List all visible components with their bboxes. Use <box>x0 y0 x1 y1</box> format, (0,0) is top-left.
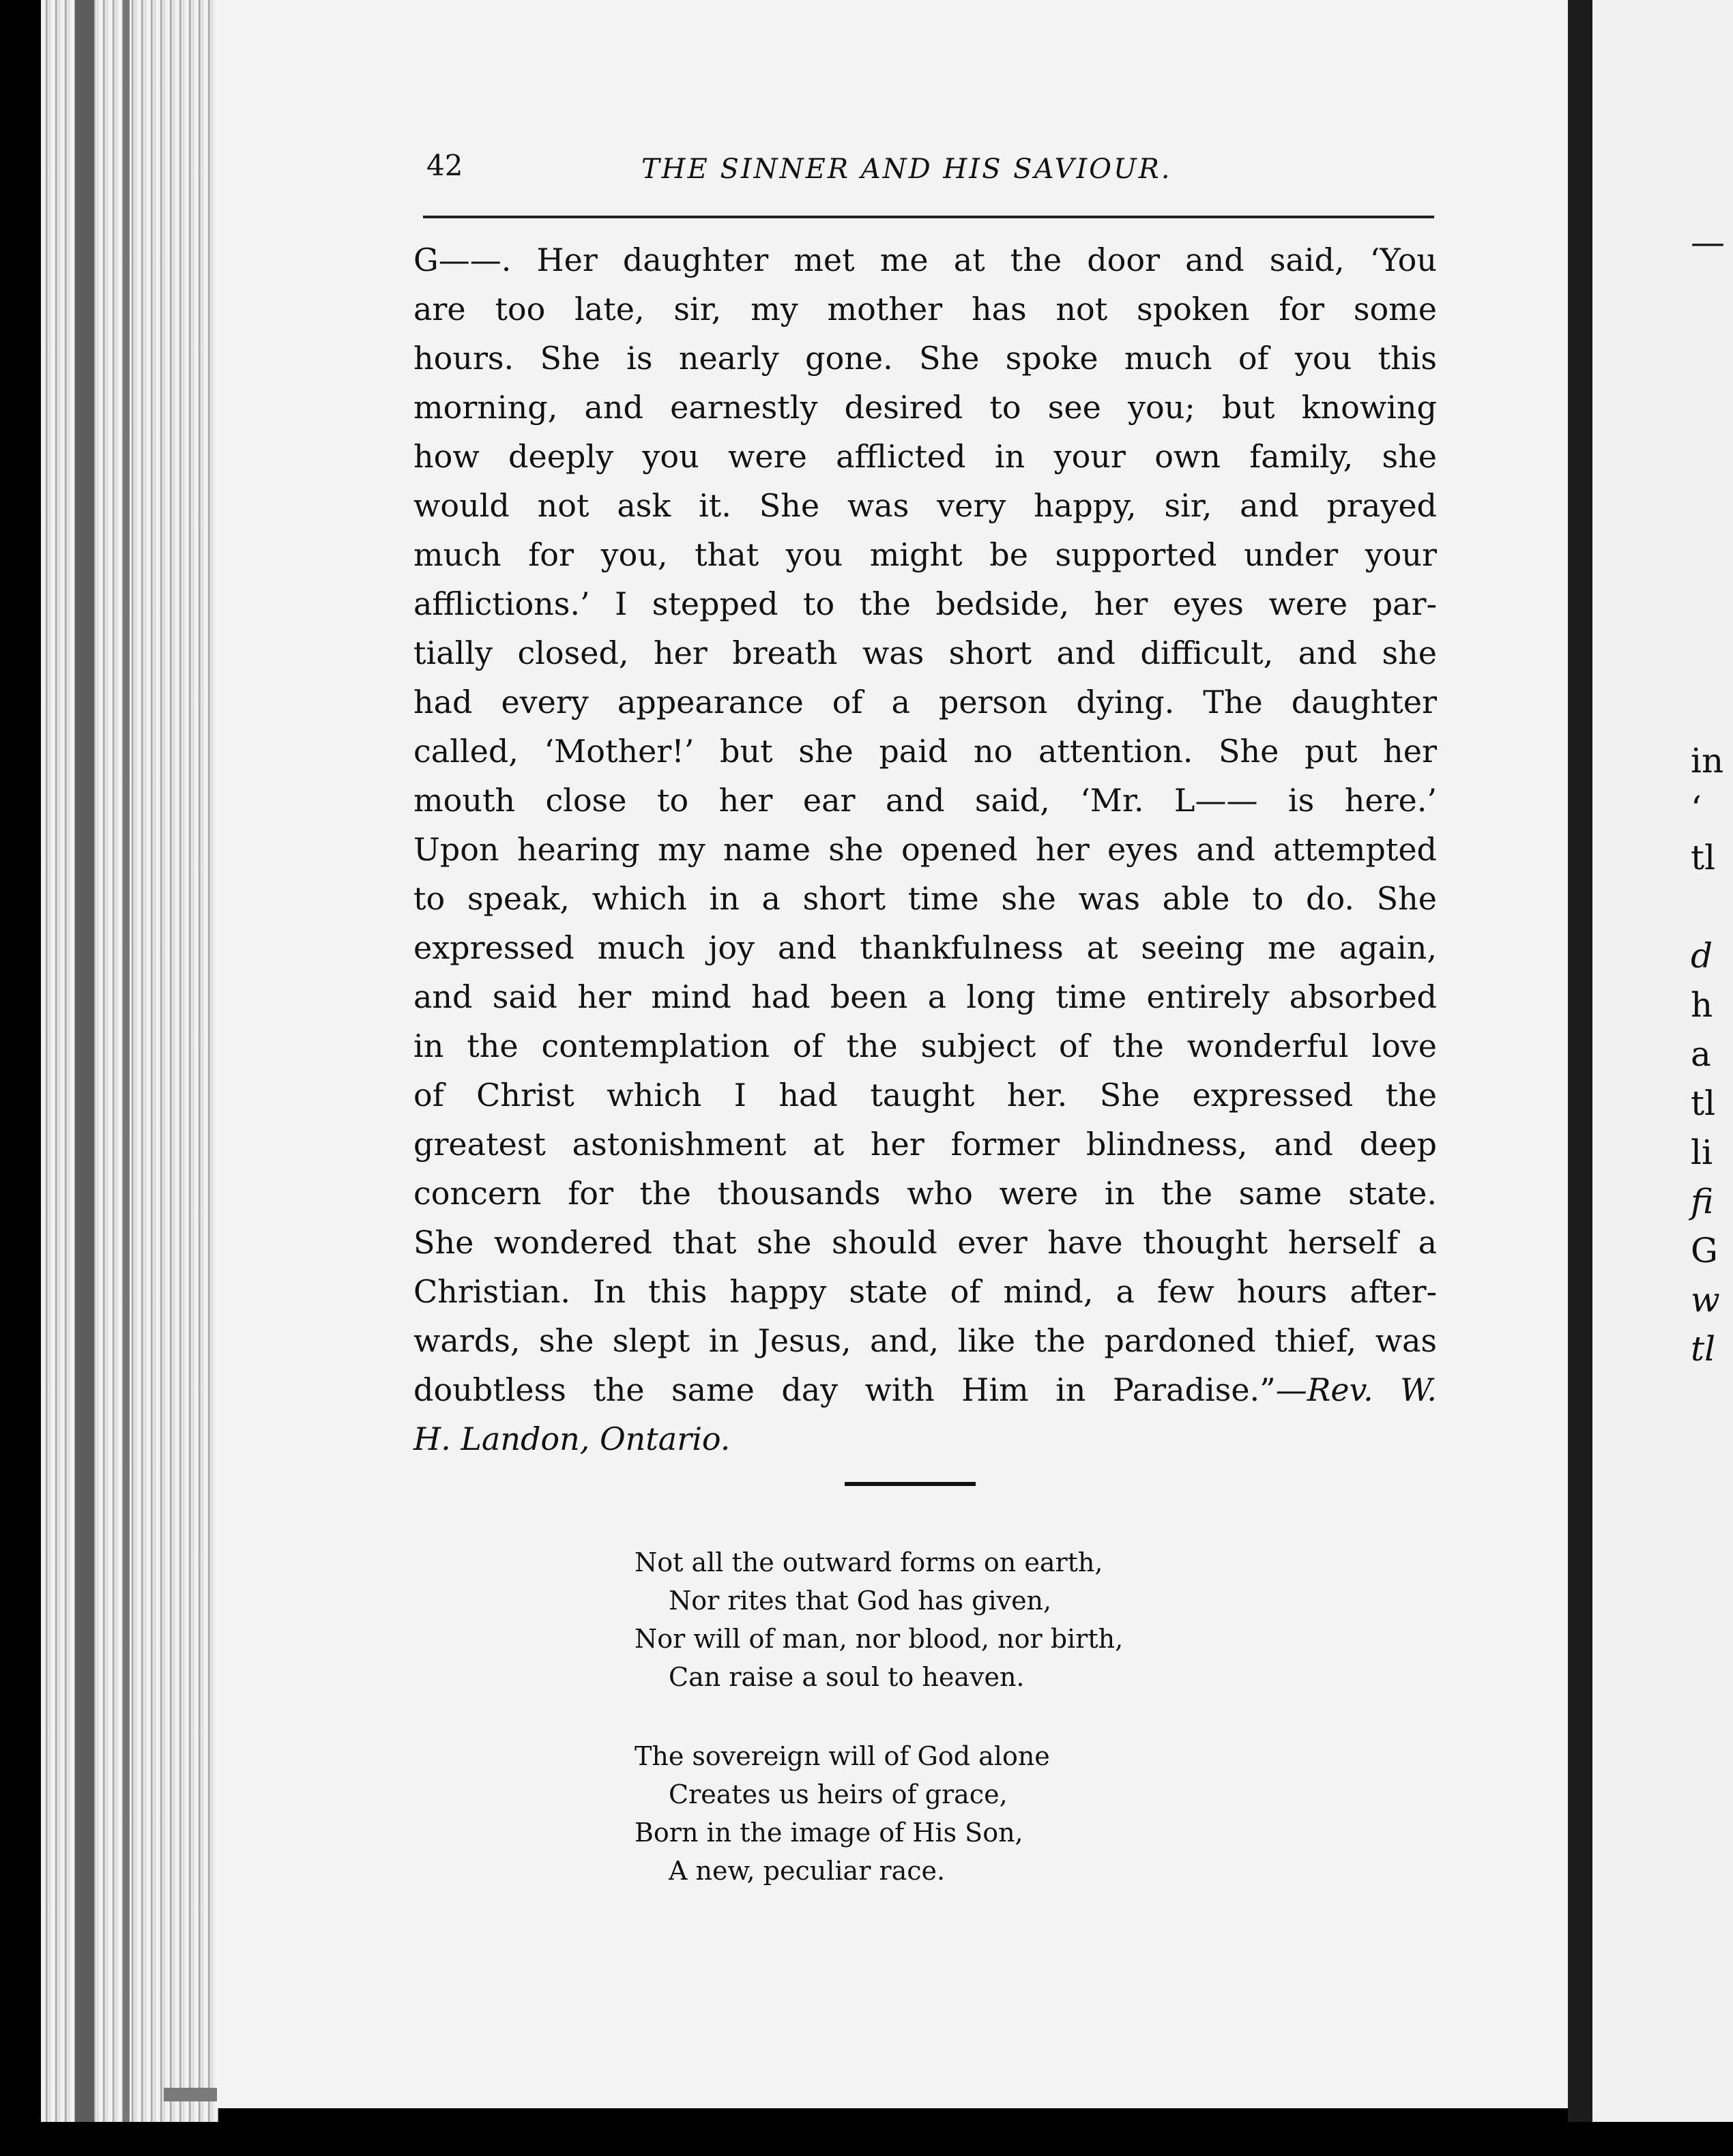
body-line: and said her mind had been a long time entirely absorbed <box>413 978 1437 1015</box>
body-line: Christian. In this happy state of mind, a few hours after- <box>413 1273 1437 1310</box>
verse-line: The sovereign will of God alone <box>635 1741 1050 1771</box>
verse-line: Not all the outward forms on earth, <box>635 1547 1103 1577</box>
facing-page-fragment: ‘ <box>1691 789 1702 828</box>
book-gutter <box>1568 0 1592 2122</box>
facing-page-fragment: in <box>1691 741 1724 781</box>
facing-page-fragment: li <box>1691 1133 1713 1172</box>
header-rule <box>423 216 1434 218</box>
body-line: afflictions.’ I stepped to the bedside, her eyes were par- <box>413 585 1437 622</box>
page-stack-edges <box>41 0 218 2122</box>
body-line: She wondered that she should ever have thought herself a <box>413 1224 1437 1261</box>
body-line: in the contemplation of the subject of the wonderful love <box>413 1028 1437 1064</box>
facing-page-fragment: fi <box>1691 1182 1714 1221</box>
book-page-right <box>1592 0 1733 2122</box>
facing-page-fragment: h <box>1691 985 1713 1025</box>
facing-page-fragment: — <box>1691 222 1725 262</box>
page-edge-shadow <box>75 0 94 2122</box>
body-line: morning, and earnestly desired to see you; but knowing <box>413 389 1437 426</box>
verse-line: Born in the image of His Son, <box>635 1818 1023 1848</box>
stanza <box>635 1737 1249 1890</box>
body-line: called, ‘Mother!’ but she paid no attention. She put her <box>413 733 1437 770</box>
stanza <box>635 1543 1249 1696</box>
body-line: greatest astonishment at her former blindness, and deep <box>413 1126 1437 1163</box>
closing-text: doubtless the same day with Him in Paradise.” <box>413 1371 1276 1408</box>
body-line: mouth close to her ear and said, ‘Mr. L—— is here.’ <box>413 782 1437 819</box>
verse-line: A new, peculiar race. <box>669 1856 946 1886</box>
attribution-start: —Rev. W. <box>1275 1371 1437 1408</box>
body-line: concern for the thousands who were in the same state. <box>413 1175 1437 1212</box>
verse-line: Creates us heirs of grace, <box>669 1779 1008 1809</box>
page-number: 42 <box>426 149 463 182</box>
facing-page-fragment: tl <box>1691 838 1716 877</box>
facing-page-fragment: tl <box>1691 1083 1716 1123</box>
body-text <box>413 235 1437 1463</box>
facing-page-fragment: G <box>1691 1231 1718 1270</box>
facing-page-fragment: tl <box>1691 1329 1716 1369</box>
body-line: much for you, that you might be supported under your <box>413 536 1437 573</box>
facing-page-fragment: a <box>1691 1034 1711 1074</box>
body-line: tially closed, her breath was short and difficult, and she <box>413 635 1437 671</box>
facing-page-fragment: w <box>1691 1280 1720 1320</box>
hymn-verse <box>635 1543 1249 1931</box>
page-edge-shadow-inner <box>123 0 130 2122</box>
body-line: would not ask it. She was very happy, sir, and prayed <box>413 487 1437 524</box>
body-line: to speak, which in a short time she was able to do. She <box>413 880 1437 917</box>
body-line: how deeply you were afflicted in your own family, she <box>413 438 1437 475</box>
verse-line: Can raise a soul to heaven. <box>669 1662 1025 1692</box>
body-line: Upon hearing my name she opened her eyes and attempted <box>413 831 1437 868</box>
verse-line: Nor rites that God has given, <box>669 1586 1052 1616</box>
body-line-closing <box>413 1365 1437 1414</box>
body-line: expressed much joy and thankfulness at seeing me again, <box>413 929 1437 966</box>
attribution: H. Landon, Ontario. <box>413 1421 731 1457</box>
body-line: hours. She is nearly gone. She spoke much of you this <box>413 340 1437 377</box>
verse-line: Nor will of man, nor blood, nor birth, <box>635 1624 1124 1654</box>
body-line: had every appearance of a person dying. The daughter <box>413 684 1437 720</box>
running-head: THE SINNER AND HIS SAVIOUR. <box>641 154 1172 185</box>
section-divider <box>845 1482 976 1486</box>
facing-page-fragment: d <box>1691 936 1713 976</box>
body-line: are too late, sir, my mother has not spoken for some <box>413 291 1437 327</box>
body-line: wards, she slept in Jesus, and, like the pardoned thief, was <box>413 1322 1437 1359</box>
body-line: G——. Her daughter met me at the door and said, ‘You <box>413 242 1437 278</box>
body-line: of Christ which I had taught her. She expressed the <box>413 1077 1437 1113</box>
